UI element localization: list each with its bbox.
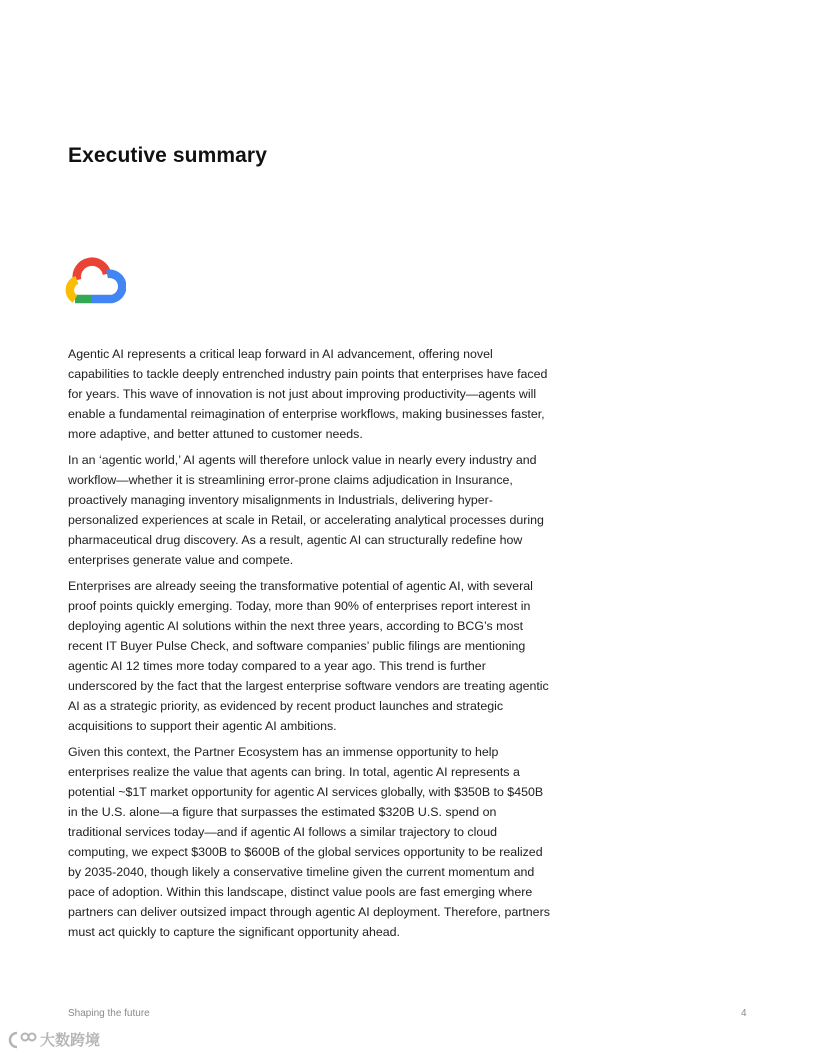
summary-body — [68, 344, 550, 948]
paragraph-2: In an ‘agentic world,’ AI agents will therefore unlock value in nearly every industry and workflow—whether it is streamlining error-prone claims adjudication in Insurance, proactively managing inventory misalignments in Industrials, delivering hyper-personalized experiences at scale in Retail, or accelerating analytical processes during pharmaceutical drug discovery. As a result, agentic AI can structurally redefine how enterprises generate value and compete. — [68, 453, 544, 567]
paragraph-3: Enterprises are already seeing the transformative potential of agentic AI, with several proof points quickly emerging. Today, more than 90% of enterprises report interest in deploying agentic AI solutions within the next three years, according to BCG’s most recent IT Buyer Pulse Check, and software companies’ public filings are mentioning agentic AI 12 times more today compared to a year ago. This trend is further underscored by the fact that the largest enterprise software vendors are treating agentic AI as a strategic priority, as evidenced by recent product launches and strategic acquisitions to support their agentic AI ambitions. — [68, 579, 549, 733]
paragraph-1: Agentic AI represents a critical leap forward in AI advancement, offering novel capabilities to tackle deeply entrenched industry pain points that enterprises have faced for years. This wave of innovation is not just about improving productivity—agents will enable a fundamental reimagination of enterprise workflows, making businesses faster, more adaptive, and better attuned to customer needs. — [68, 347, 548, 441]
watermark — [8, 1029, 100, 1050]
paragraph-4: Given this context, the Partner Ecosystem has an immense opportunity to help enterprises realize the value that agents can bring. In total, agentic AI represents a potential ~$1T market opportunity for agentic AI services globally, with $350B to $450B in the U.S. alone—a figure that surpasses the estimated $320B U.S. spend on traditional services today—and if agentic AI follows a similar trajectory to cloud computing, we expect $300B to $600B of the global services opportunity to be realized by 2035-2040, though likely a conservative timeline given the current momentum and pace of adoption. Within this landscape, distinct value pools are fast emerging where partners can deliver outsized impact through agentic AI deployment. Therefore, partners must act quickly to capture the significant opportunity ahead. — [68, 745, 550, 939]
watermark-logo-icon — [8, 1030, 38, 1050]
watermark-text: 大数跨境 — [40, 1032, 101, 1049]
page-number: 4 — [741, 1008, 747, 1019]
google-cloud-logo — [60, 253, 126, 307]
google-cloud-icon — [60, 253, 126, 307]
page-title: Executive summary — [68, 144, 267, 167]
footer-title: Shaping the future — [68, 1008, 150, 1019]
